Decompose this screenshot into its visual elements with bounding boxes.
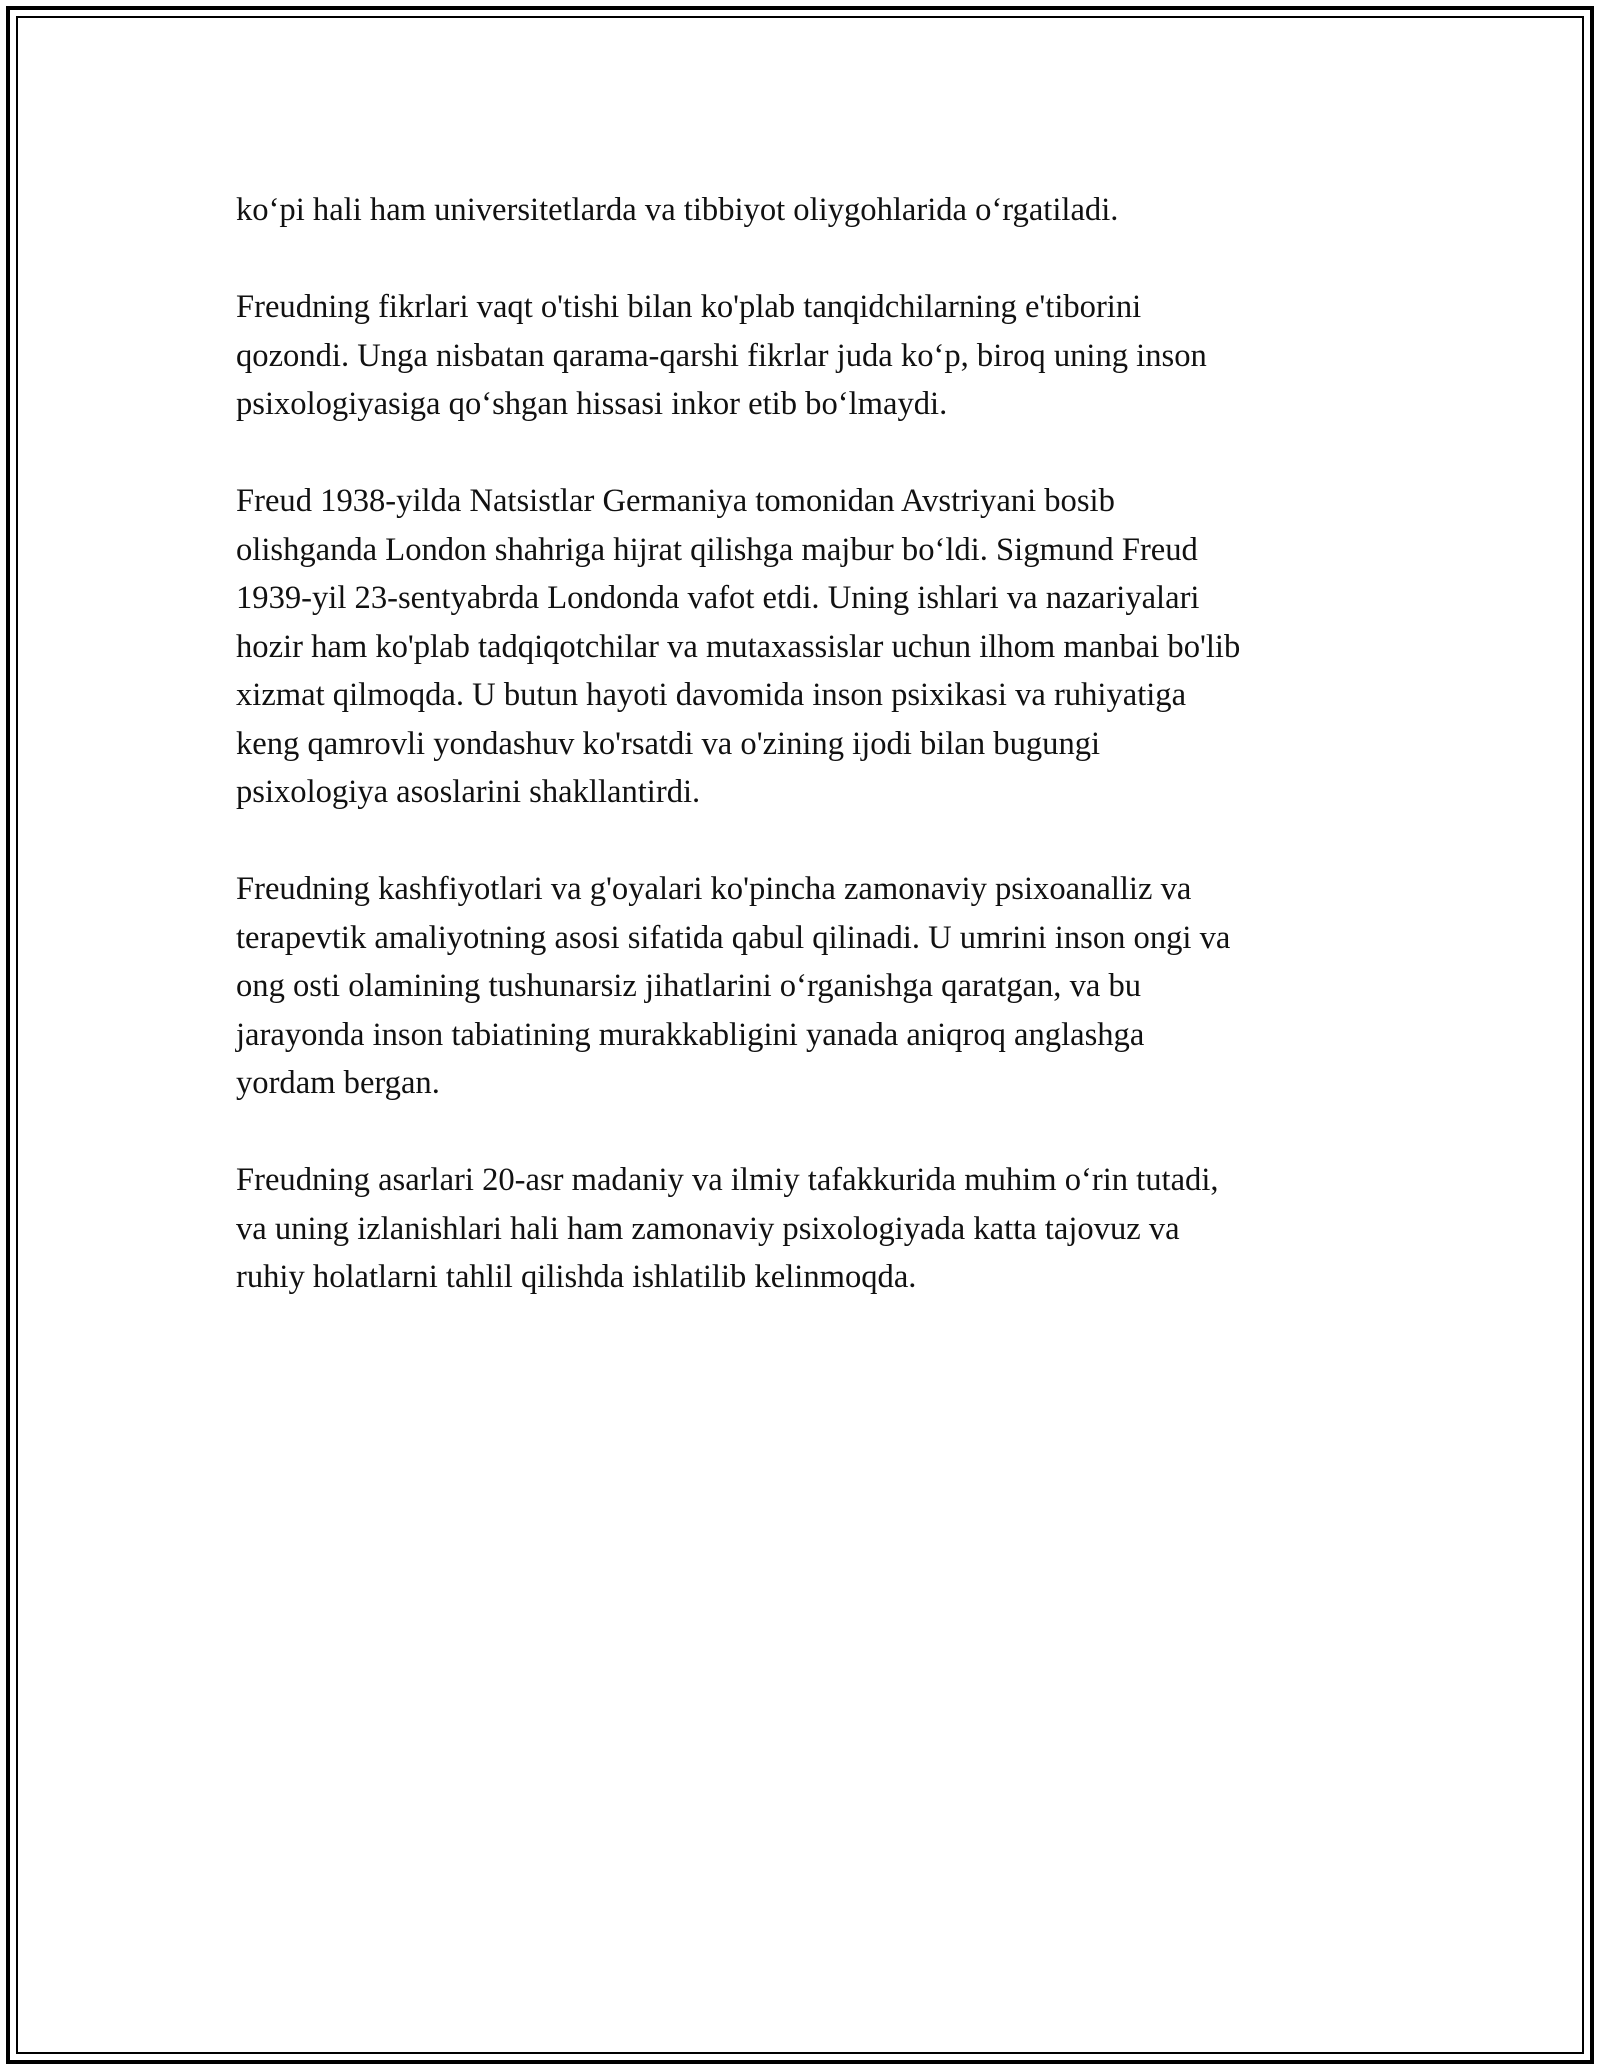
document-body: [236, 186, 1386, 1350]
paragraph-emigration-death: Freud 1938-yilda Natsistlar Germaniya tomonidan Avstriyani bosib olishganda London shahriga hijrat qilishga majbur bo‘ldi. Sigmund Freud 1939-yil 23-sentyabrda Londonda vafot etdi. Uning ishlari va nazariyalari hozir ham ko'plab tadqiqotchilar va mutaxassislar uchun ilhom manbai bo'lib xizmat qilmoqda. U butun hayoti davomida inson psixikasi va ruhiyatiga keng qamrovli yondashuv ko'rsatdi va o'zining ijodi bilan bugungi psixologiya asoslarini shakllantirdi.: [236, 483, 1241, 810]
paragraph-discoveries: Freudning kashfiyotlari va g'oyalari ko'pincha zamonaviy psixoanalliz va terapevtik amaliyotning asosi sifatida qabul qilinadi. U umrini inson ongi va ong osti olamining tushunarsiz jihatlarini o‘rganishga qaratgan, va bu jarayonda inson tabiatining murakkabligini yanada aniqroq anglashga yordam bergan.: [236, 871, 1231, 1101]
paragraph-criticism: Freudning fikrlari vaqt o'tishi bilan ko'plab tanqidchilarning e'tiborini qozondi. Unga nisbatan qarama-qarshi fikrlar juda ko‘p, biroq uning inson psixologiyasiga qo‘shgan hissasi inkor etib bo‘lmaydi.: [236, 289, 1207, 422]
paragraph-continuation: ko‘pi hali ham universitetlarda va tibbiyot oliygohlarida o‘rgatiladi.: [236, 192, 1119, 228]
paragraph-legacy: Freudning asarlari 20-asr madaniy va ilmiy tafakkurida muhim o‘rin tutadi, va uning izlanishlari hali ham zamonaviy psixologiyada katta tajovuz va ruhiy holatlarni tahlil qilishda ishlatilib kelinmoqda.: [236, 1162, 1219, 1295]
